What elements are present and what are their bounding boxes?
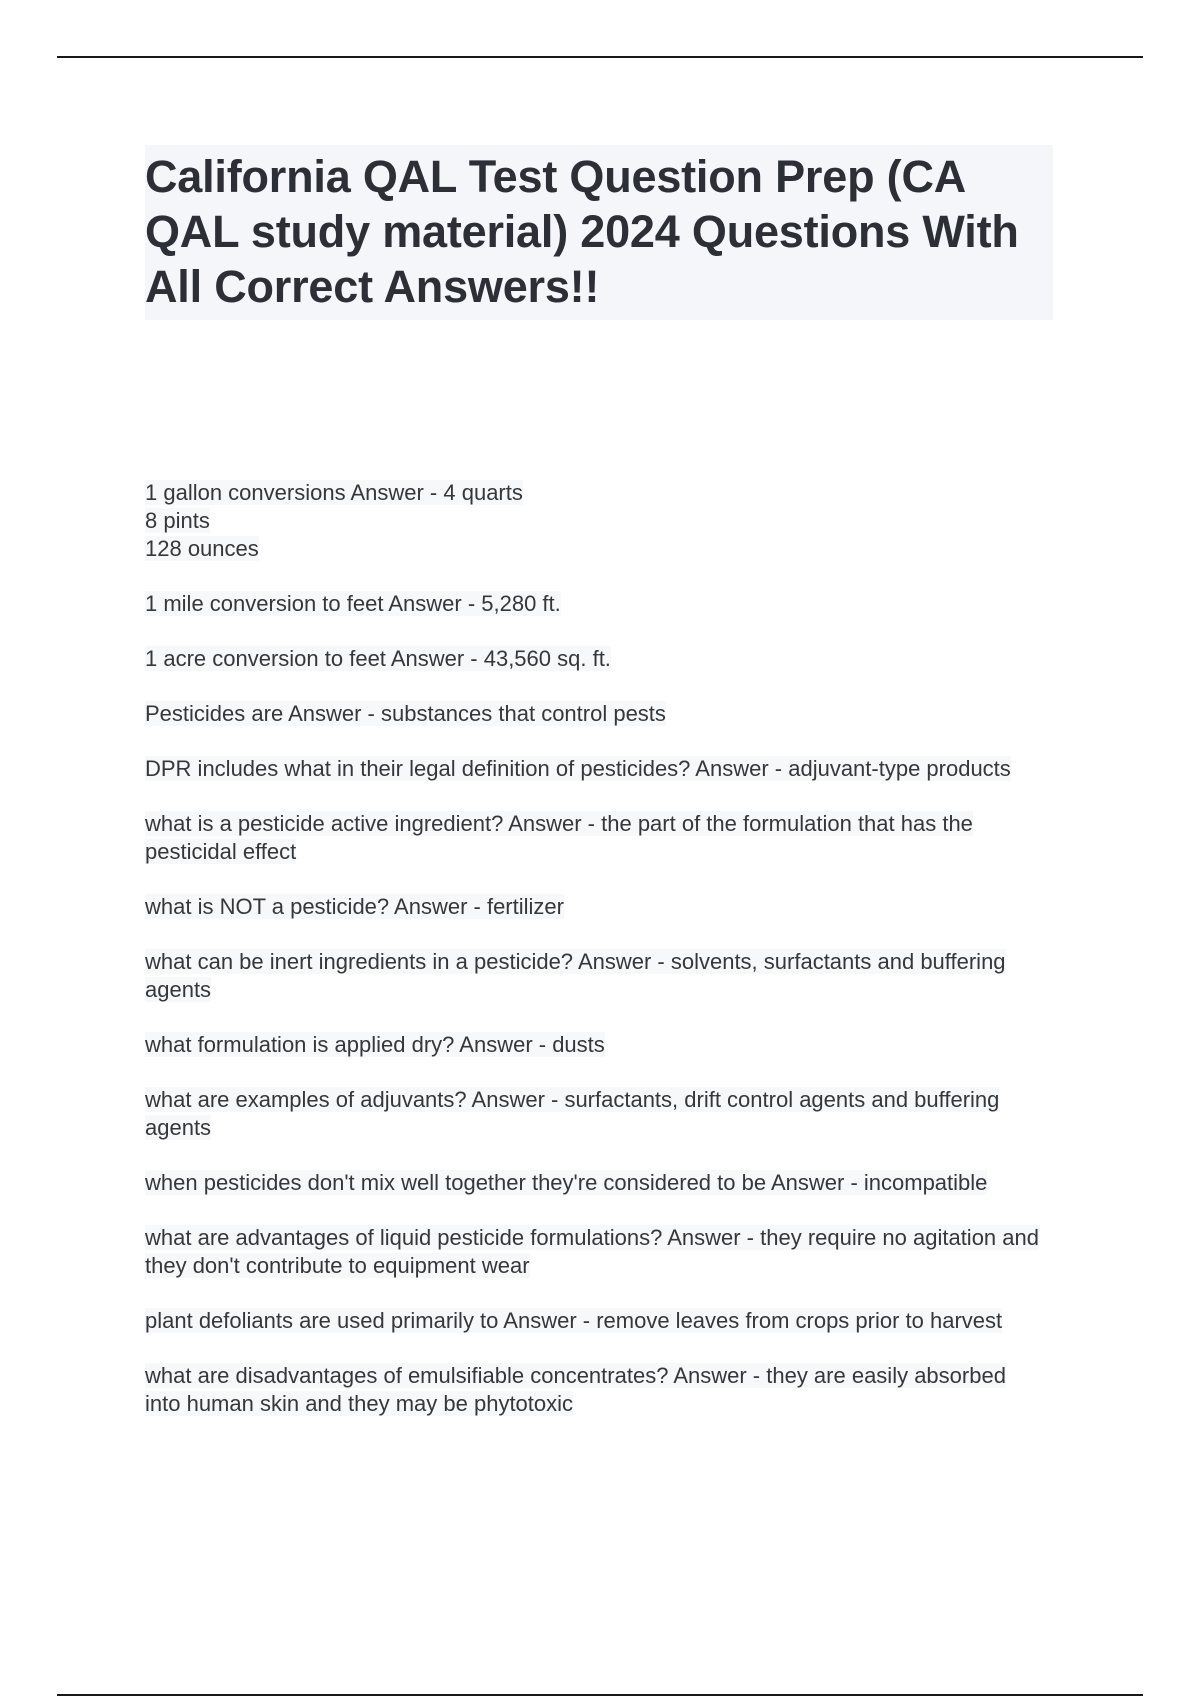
qa-text: what are advantages of liquid pesticide formulations? Answer - they require no agitation and they don't contribute to equipment wear [145, 1225, 1039, 1278]
qa-item [145, 1224, 1045, 1280]
qa-text: Pesticides are Answer - substances that control pests [145, 701, 666, 726]
qa-text: 1 acre conversion to feet Answer - 43,560 sq. ft. [145, 646, 611, 671]
qa-item [145, 893, 1045, 921]
qa-item [145, 948, 1045, 1004]
qa-text: what can be inert ingredients in a pesticide? Answer - solvents, surfactants and buffering agents [145, 949, 1006, 1002]
qa-item [145, 1086, 1045, 1142]
qa-text: what are disadvantages of emulsifiable concentrates? Answer - they are easily absorbed into human skin and they may be phytotoxic [145, 1363, 1006, 1416]
qa-item [145, 590, 1045, 618]
qa-item [145, 755, 1045, 783]
qa-list [145, 479, 1045, 1445]
qa-item [145, 1031, 1045, 1059]
qa-item [145, 1362, 1045, 1418]
qa-text: what is a pesticide active ingredient? Answer - the part of the formulation that has the pesticidal effect [145, 811, 973, 864]
document-title: California QAL Test Question Prep (CA QAL study material) 2024 Questions With All Correct Answers!! [145, 151, 1019, 312]
qa-text: 1 mile conversion to feet Answer - 5,280 ft. [145, 591, 561, 616]
qa-text: when pesticides don't mix well together they're considered to be Answer - incompatible [145, 1170, 988, 1195]
qa-text: what formulation is applied dry? Answer - dusts [145, 1032, 605, 1057]
qa-item [145, 810, 1045, 866]
qa-text: 1 gallon conversions Answer - 4 quarts 8 pints 128 ounces [145, 480, 523, 561]
qa-text: plant defoliants are used primarily to Answer - remove leaves from crops prior to harvest [145, 1308, 1003, 1333]
qa-item [145, 1169, 1045, 1197]
qa-text: what is NOT a pesticide? Answer - fertilizer [145, 894, 564, 919]
qa-item [145, 479, 1045, 563]
qa-text: DPR includes what in their legal definition of pesticides? Answer - adjuvant-type products [145, 756, 1011, 781]
qa-text: what are examples of adjuvants? Answer - surfactants, drift control agents and buffering agents [145, 1087, 1000, 1140]
top-divider [57, 56, 1143, 58]
qa-item [145, 1307, 1045, 1335]
title-block [145, 145, 1053, 320]
qa-item [145, 645, 1045, 673]
bottom-divider [57, 1694, 1143, 1696]
qa-item [145, 700, 1045, 728]
